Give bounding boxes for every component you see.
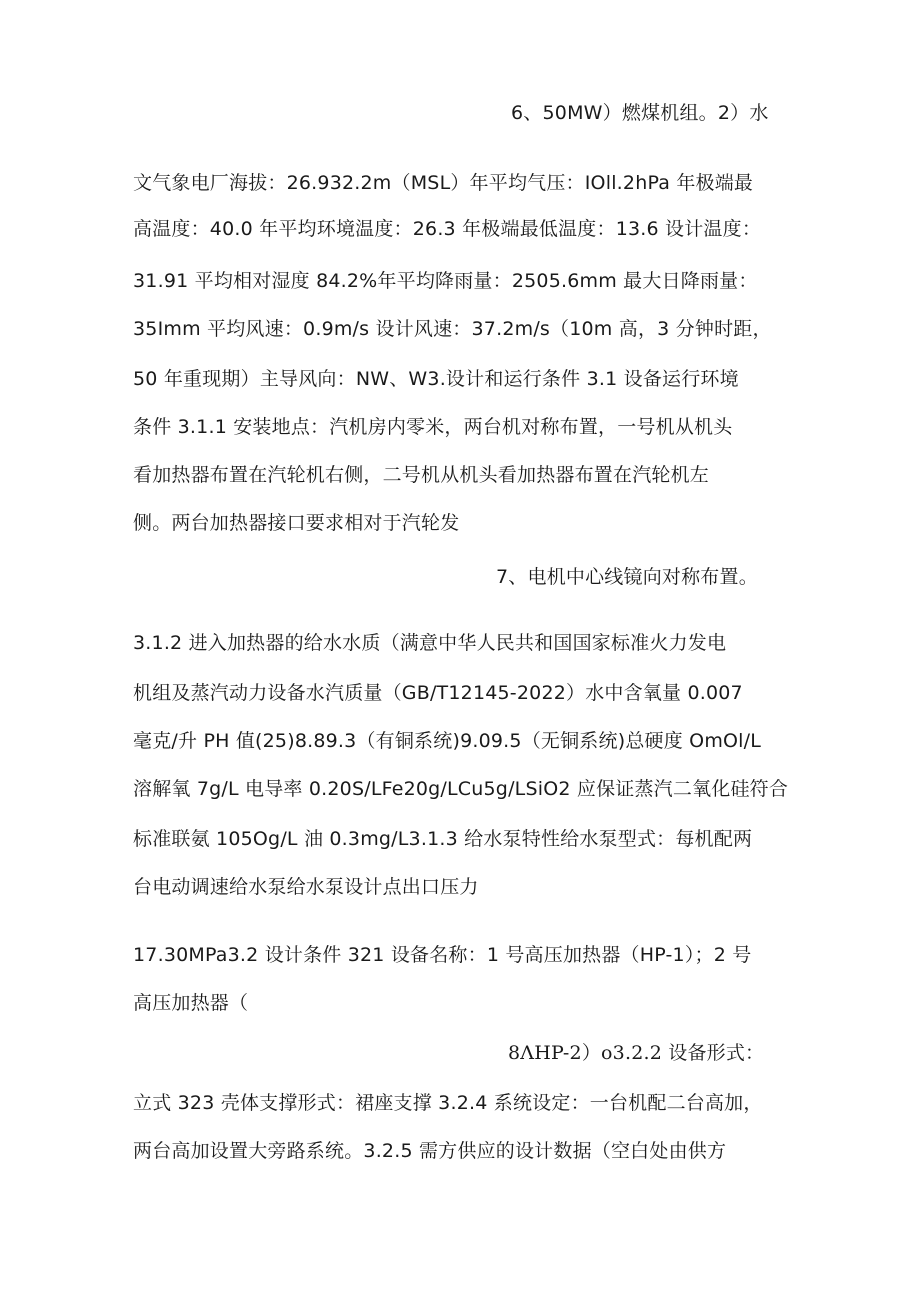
text-line-9: 侧。两台加热器接口要求相对于汽轮发 bbox=[133, 512, 460, 534]
text-line-7: 条件 3.1.1 安装地点：汽机房内零米，两台机对称布置，一号机从机头 bbox=[133, 416, 733, 438]
text-line-5: 35Imm 平均风速：0.9m∕s 设计风速：37.2m∕s（10m 高，3 分钟时距， bbox=[133, 318, 772, 340]
text-line-18: 高压加热器（ bbox=[133, 992, 249, 1014]
text-line-1: 6、50MW）燃煤机组。2）水 bbox=[511, 102, 769, 124]
text-line-12: 机组及蒸汽动力设备水汽质量（GB/T12145-2022）水中含氧量 0.007 bbox=[133, 682, 743, 704]
text-line-13: 毫克/升 PH 值(25)8.89.3（有铜系统)9.09.5（无铜系统)总硬度 OmOl/L bbox=[133, 730, 762, 752]
text-line-4: 31.91 平均相对湿度 84.2%年平均降雨量：2505.6mm 最大日降雨量： bbox=[133, 270, 758, 292]
text-line-17: 17.30MPa3.2 设计条件 321 设备名称：1 号高压加热器（HP-1）；2 号 bbox=[133, 944, 752, 966]
text-line-16: 台电动调速给水泵给水泵设计点出口压力 bbox=[133, 876, 479, 898]
text-line-10: 7、电机中心线镜向对称布置。 bbox=[496, 566, 758, 588]
text-line-11: 3.1.2 进入加热器的给水水质（满意中华人民共和国国家标准火力发电 bbox=[133, 632, 727, 654]
text-line-20: 立式 323 壳体支撑形式：裙座支撑 3.2.4 系统设定：一台机配二台高加， bbox=[133, 1092, 763, 1114]
text-line-21: 两台高加设置大旁路系统。3.2.5 需方供应的设计数据（空白处由供方 bbox=[133, 1140, 727, 1162]
text-line-3: 高温度：40.0 年平均环境温度：26.3 年极端最低温度：13.6 设计温度： bbox=[133, 218, 762, 240]
text-line-2: 文气象电厂海拔：26.932.2m（MSL）年平均气压：IOll.2hPa 年极端最 bbox=[133, 172, 754, 194]
text-line-14: 溶解氧 7g∕L 电导率 0.20S∕LFe20g/LCu5g∕LSiO2 应保证蒸汽二氧化硅符合 bbox=[133, 778, 789, 800]
text-line-15: 标准联氨 105Og/L 油 0.3mg∕L3.1.3 给水泵特性给水泵型式：每机配两 bbox=[133, 828, 753, 850]
text-line-6: 50 年重现期）主导风向：NW、W3.设计和运行条件 3.1 设备运行环境 bbox=[133, 368, 739, 390]
text-line-8: 看加热器布置在汽轮机右侧，二号机从机头看加热器布置在汽轮机左 bbox=[133, 464, 710, 486]
text-line-19: 8ΛHP-2）o3.2.2 设备形式： bbox=[508, 1042, 765, 1064]
